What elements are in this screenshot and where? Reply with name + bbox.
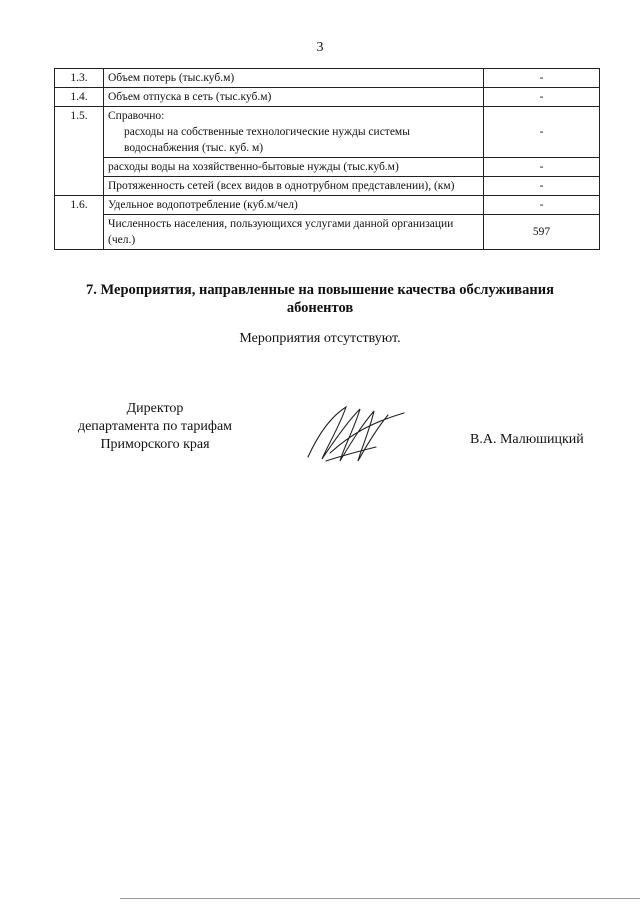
row-label: расходы воды на хозяйственно-бытовые нужды (тыс.куб.м) <box>104 158 484 177</box>
signatory-title-line: Директор <box>126 401 184 416</box>
row-number: 1.5. <box>55 107 104 196</box>
section-text: Мероприятия отсутствуют. <box>239 331 401 346</box>
row-label: Объем потерь (тыс.куб.м) <box>104 69 484 88</box>
signatory-title-line: департамента по тарифам <box>77 419 233 434</box>
row-label: Численность населения, пользующихся услугами данной организации (чел.) <box>104 215 484 250</box>
table-row <box>55 107 600 158</box>
handwritten-signature <box>300 395 410 475</box>
table-row <box>55 88 600 107</box>
table-row <box>55 158 600 177</box>
signatory-title <box>40 400 270 454</box>
table-row <box>55 196 600 215</box>
row-number: 1.6. <box>55 196 104 250</box>
table-row <box>55 177 600 196</box>
row-number: 1.3. <box>55 69 104 88</box>
row-label: Протяженность сетей (всех видов в однотрубном представлении), (км) <box>104 177 484 196</box>
section-heading: 7. Мероприятия, направленные на повышение качества обслуживания абонентов <box>86 282 554 316</box>
row-label <box>104 107 484 158</box>
table-row <box>55 215 600 250</box>
row-label: Объем отпуска в сеть (тыс.куб.м) <box>104 88 484 107</box>
page-number: 3 <box>316 40 324 55</box>
row-value: - <box>484 107 600 158</box>
reference-header: Справочно: <box>108 110 165 122</box>
signatory-name: В.А. Малюшицкий <box>470 432 584 447</box>
row-label: Удельное водопотребление (куб.м/чел) <box>104 196 484 215</box>
row-value: - <box>484 88 600 107</box>
row-value: 597 <box>484 215 600 250</box>
indicators-table <box>54 68 600 250</box>
row-label-text: расходы на собственные технологические нужды системы водоснабжения (тыс. куб. м) <box>124 126 410 154</box>
row-value: - <box>484 158 600 177</box>
bottom-rule <box>120 898 640 899</box>
row-value: - <box>484 177 600 196</box>
table-row <box>55 69 600 88</box>
signatory-title-line: Приморского края <box>100 437 210 452</box>
row-number: 1.4. <box>55 88 104 107</box>
row-value: - <box>484 196 600 215</box>
row-value: - <box>484 69 600 88</box>
